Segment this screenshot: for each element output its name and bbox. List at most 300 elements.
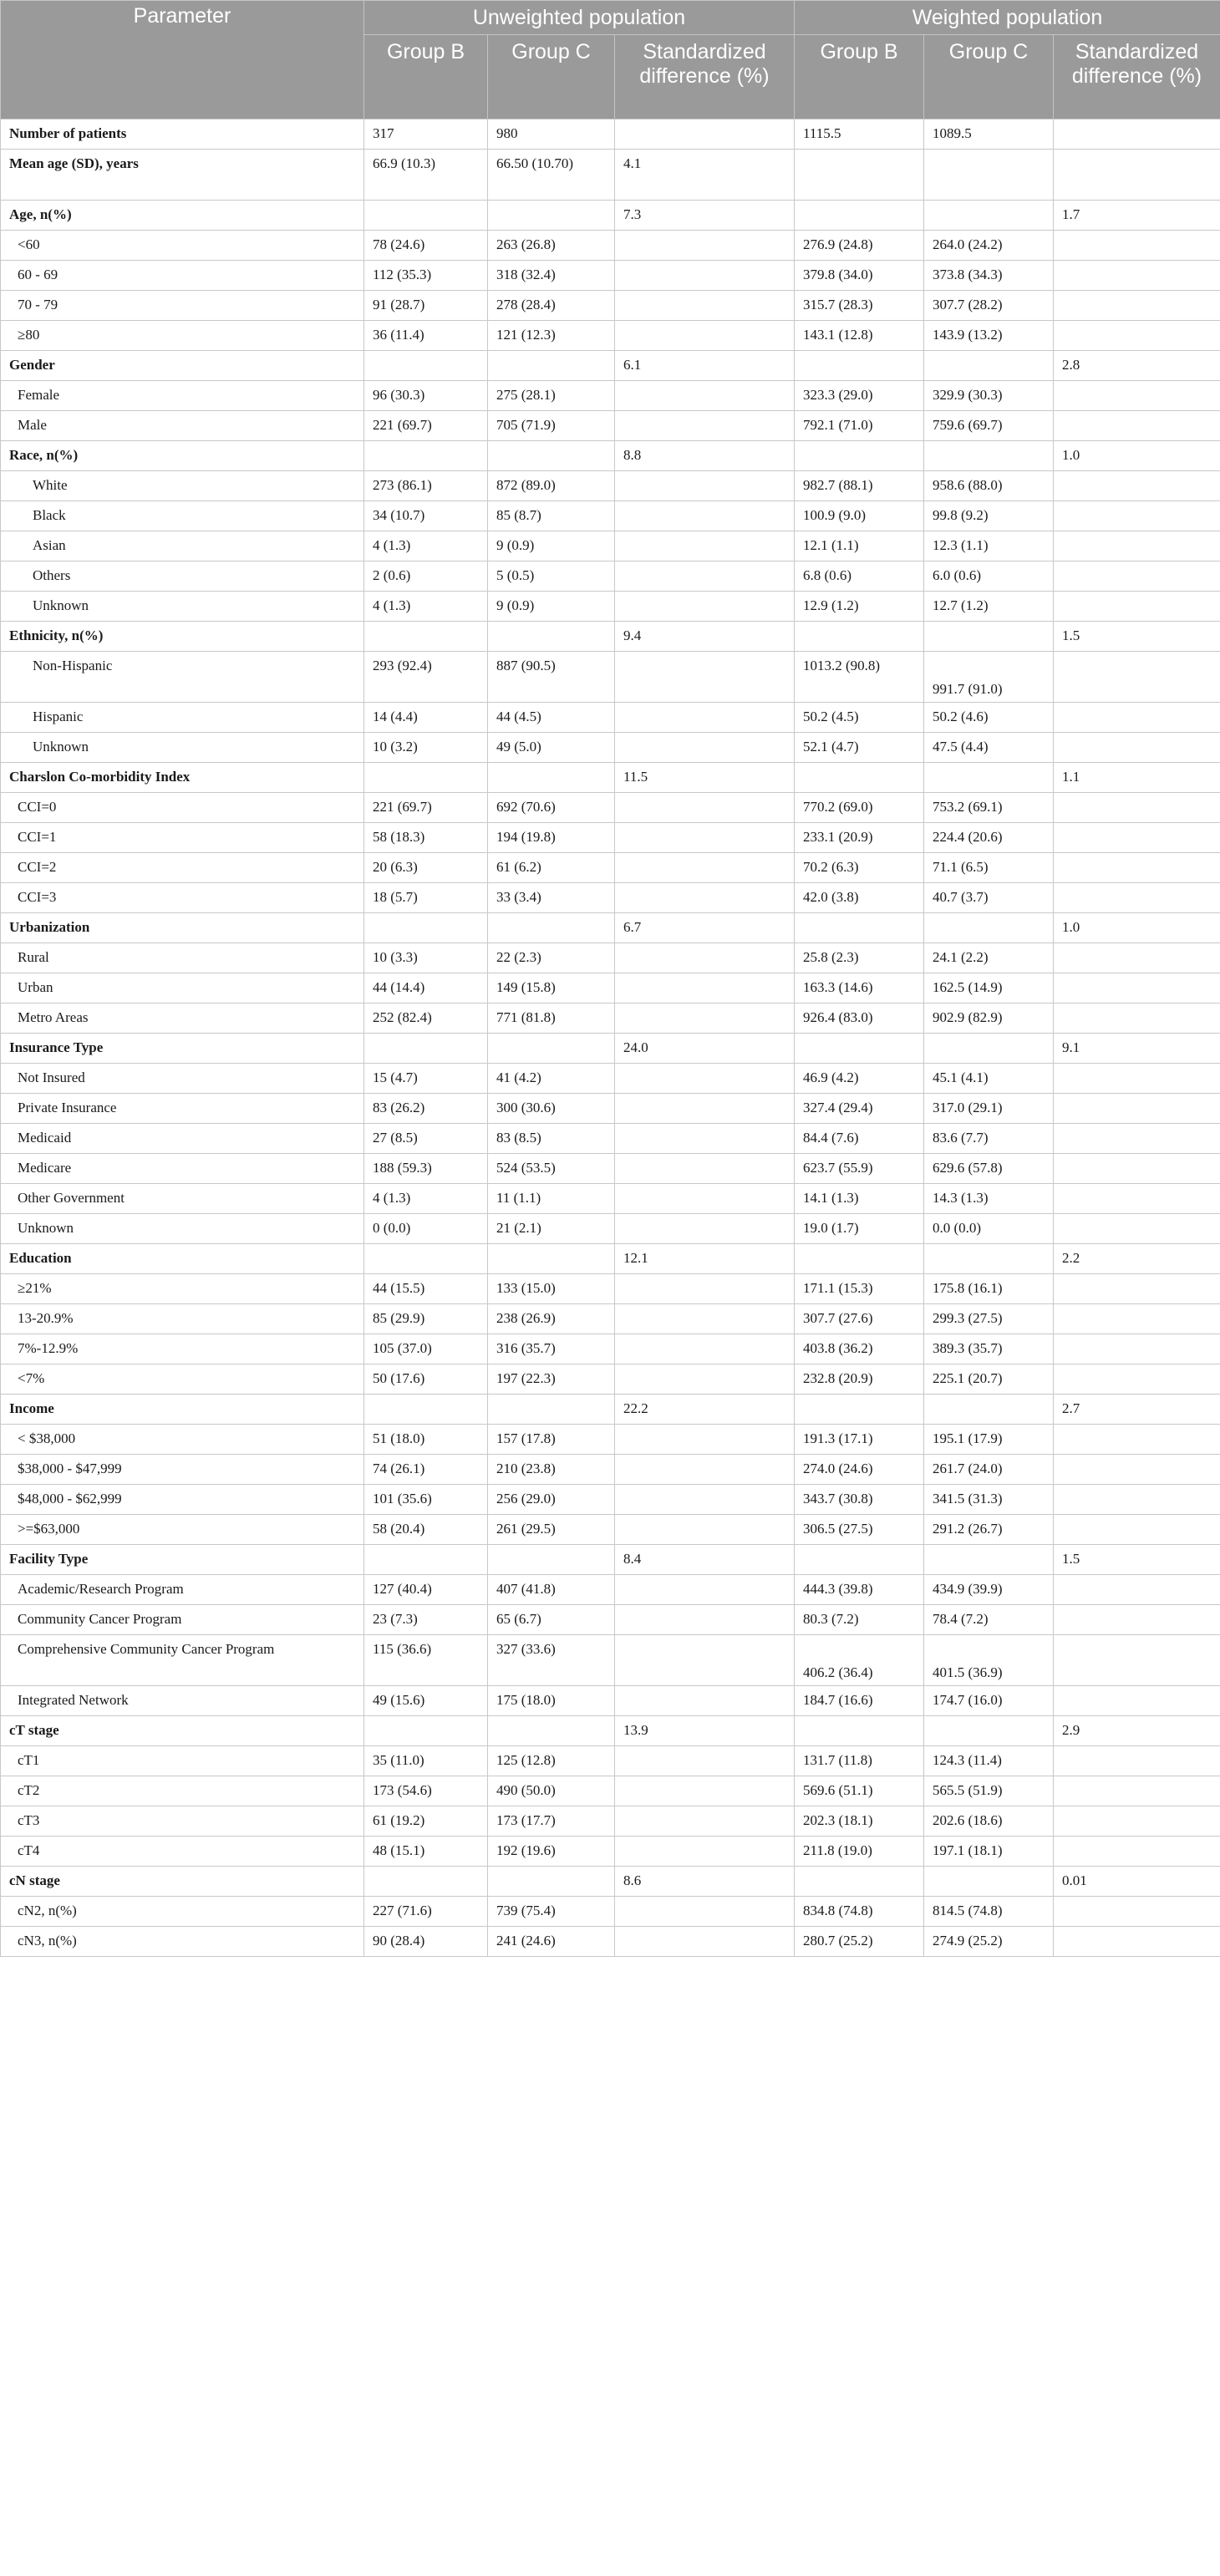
weighted-std-diff (1054, 531, 1220, 561)
unweighted-group-c: 21 (2.1) (488, 1214, 615, 1244)
weighted-group-c: 329.9 (30.3) (924, 381, 1054, 411)
unweighted-group-c: 22 (2.3) (488, 943, 615, 973)
weighted-group-b (795, 1867, 924, 1897)
unweighted-group-b: 83 (26.2) (364, 1094, 488, 1124)
row-label: Mean age (SD), years (1, 150, 364, 201)
unweighted-group-c: 490 (50.0) (488, 1776, 615, 1806)
weighted-group-b (795, 913, 924, 943)
row-label: Non-Hispanic (1, 652, 364, 703)
table-row (1, 592, 1220, 622)
table-row (1, 1515, 1220, 1545)
weighted-group-b: 926.4 (83.0) (795, 1003, 924, 1034)
unweighted-std-diff (615, 1334, 795, 1364)
unweighted-std-diff (615, 1575, 795, 1605)
weighted-group-c: 12.3 (1.1) (924, 531, 1054, 561)
weighted-group-b: 171.1 (15.3) (795, 1274, 924, 1304)
row-label: Rural (1, 943, 364, 973)
unweighted-group-c: 194 (19.8) (488, 823, 615, 853)
unweighted-group-c: 210 (23.8) (488, 1455, 615, 1485)
row-label: Others (1, 561, 364, 592)
weighted-std-diff: 1.5 (1054, 622, 1220, 652)
unweighted-std-diff (615, 1064, 795, 1094)
weighted-group-b: 42.0 (3.8) (795, 883, 924, 913)
table-row (1, 763, 1220, 793)
weighted-group-c: 24.1 (2.2) (924, 943, 1054, 973)
unweighted-group-c: 133 (15.0) (488, 1274, 615, 1304)
table-row (1, 1455, 1220, 1485)
weighted-std-diff (1054, 1214, 1220, 1244)
row-label: Metro Areas (1, 1003, 364, 1034)
weighted-group-c: 274.9 (25.2) (924, 1927, 1054, 1957)
weighted-group-c: 197.1 (18.1) (924, 1837, 1054, 1867)
weighted-group-b: 80.3 (7.2) (795, 1605, 924, 1635)
unweighted-std-diff (615, 943, 795, 973)
table-row (1, 1425, 1220, 1455)
unweighted-std-diff (615, 1094, 795, 1124)
unweighted-std-diff: 8.4 (615, 1545, 795, 1575)
row-label: 60 - 69 (1, 261, 364, 291)
weighted-group-b: 70.2 (6.3) (795, 853, 924, 883)
table-row (1, 1244, 1220, 1274)
unweighted-std-diff (615, 733, 795, 763)
weighted-group-b: 623.7 (55.9) (795, 1154, 924, 1184)
weighted-std-diff: 2.7 (1054, 1395, 1220, 1425)
row-label: 7%-12.9% (1, 1334, 364, 1364)
unweighted-group-b: 227 (71.6) (364, 1897, 488, 1927)
weighted-group-b: 100.9 (9.0) (795, 501, 924, 531)
weighted-group-b: 6.8 (0.6) (795, 561, 924, 592)
unweighted-group-c: 300 (30.6) (488, 1094, 615, 1124)
unweighted-std-diff (615, 291, 795, 321)
unweighted-group-c: 238 (26.9) (488, 1304, 615, 1334)
weighted-std-diff: 1.1 (1054, 763, 1220, 793)
row-label: Comprehensive Community Cancer Program (1, 1635, 364, 1686)
unweighted-group-c (488, 1244, 615, 1274)
weighted-std-diff (1054, 1806, 1220, 1837)
unweighted-group-c (488, 351, 615, 381)
weighted-std-diff (1054, 1776, 1220, 1806)
unweighted-group-c: 327 (33.6) (488, 1635, 615, 1686)
unweighted-group-b: 66.9 (10.3) (364, 150, 488, 201)
weighted-group-c: 225.1 (20.7) (924, 1364, 1054, 1395)
header-weighted-group-c: Group C (924, 35, 1054, 119)
weighted-std-diff (1054, 291, 1220, 321)
table-row (1, 973, 1220, 1003)
row-label: 13-20.9% (1, 1304, 364, 1334)
unweighted-group-c: 5 (0.5) (488, 561, 615, 592)
unweighted-group-b: 112 (35.3) (364, 261, 488, 291)
unweighted-group-b (364, 1034, 488, 1064)
weighted-group-c: 202.6 (18.6) (924, 1806, 1054, 1837)
row-label: Insurance Type (1, 1034, 364, 1064)
unweighted-std-diff (615, 1214, 795, 1244)
row-label: Age, n(%) (1, 201, 364, 231)
table-row (1, 291, 1220, 321)
unweighted-std-diff (615, 531, 795, 561)
weighted-group-b: 131.7 (11.8) (795, 1746, 924, 1776)
weighted-group-c: 83.6 (7.7) (924, 1124, 1054, 1154)
weighted-group-b: 343.7 (30.8) (795, 1485, 924, 1515)
weighted-group-c (924, 622, 1054, 652)
weighted-group-c: 143.9 (13.2) (924, 321, 1054, 351)
unweighted-std-diff: 6.1 (615, 351, 795, 381)
weighted-std-diff (1054, 973, 1220, 1003)
weighted-std-diff (1054, 592, 1220, 622)
unweighted-group-b: 317 (364, 119, 488, 150)
unweighted-std-diff: 6.7 (615, 913, 795, 943)
weighted-std-diff (1054, 471, 1220, 501)
weighted-group-c: 991.7 (91.0) (924, 652, 1054, 703)
weighted-group-b (795, 150, 924, 201)
weighted-group-c: 629.6 (57.8) (924, 1154, 1054, 1184)
weighted-std-diff (1054, 561, 1220, 592)
weighted-std-diff (1054, 501, 1220, 531)
weighted-std-diff (1054, 1094, 1220, 1124)
unweighted-group-c (488, 1395, 615, 1425)
table-row (1, 1304, 1220, 1334)
weighted-std-diff: 2.8 (1054, 351, 1220, 381)
row-label: CCI=0 (1, 793, 364, 823)
weighted-std-diff (1054, 1124, 1220, 1154)
weighted-group-c: 434.9 (39.9) (924, 1575, 1054, 1605)
table-row (1, 1545, 1220, 1575)
unweighted-group-b: 252 (82.4) (364, 1003, 488, 1034)
table-row (1, 1364, 1220, 1395)
weighted-std-diff (1054, 1746, 1220, 1776)
weighted-std-diff (1054, 1003, 1220, 1034)
table-row (1, 119, 1220, 150)
unweighted-std-diff (615, 1003, 795, 1034)
unweighted-std-diff: 7.3 (615, 201, 795, 231)
unweighted-std-diff (615, 1635, 795, 1686)
unweighted-group-b: 48 (15.1) (364, 1837, 488, 1867)
unweighted-group-c (488, 622, 615, 652)
unweighted-group-c: 121 (12.3) (488, 321, 615, 351)
weighted-std-diff: 9.1 (1054, 1034, 1220, 1064)
weighted-group-c: 307.7 (28.2) (924, 291, 1054, 321)
weighted-std-diff (1054, 1154, 1220, 1184)
unweighted-group-c: 872 (89.0) (488, 471, 615, 501)
weighted-group-b: 982.7 (88.1) (795, 471, 924, 501)
row-label: 70 - 79 (1, 291, 364, 321)
unweighted-std-diff (615, 1605, 795, 1635)
table-row (1, 201, 1220, 231)
weighted-group-b: 202.3 (18.1) (795, 1806, 924, 1837)
table-row (1, 1867, 1220, 1897)
weighted-std-diff (1054, 1274, 1220, 1304)
table-row (1, 823, 1220, 853)
weighted-group-b: 184.7 (16.6) (795, 1686, 924, 1716)
table-row (1, 471, 1220, 501)
row-label: cN2, n(%) (1, 1897, 364, 1927)
table-row (1, 1485, 1220, 1515)
unweighted-std-diff: 22.2 (615, 1395, 795, 1425)
weighted-group-b: 191.3 (17.1) (795, 1425, 924, 1455)
row-label: Urbanization (1, 913, 364, 943)
unweighted-group-c (488, 441, 615, 471)
unweighted-std-diff (615, 1485, 795, 1515)
table-row (1, 943, 1220, 973)
weighted-group-c: 317.0 (29.1) (924, 1094, 1054, 1124)
weighted-group-c: 753.2 (69.1) (924, 793, 1054, 823)
weighted-std-diff (1054, 1515, 1220, 1545)
unweighted-group-b: 15 (4.7) (364, 1064, 488, 1094)
unweighted-std-diff (615, 1776, 795, 1806)
unweighted-group-c: 65 (6.7) (488, 1605, 615, 1635)
unweighted-group-b: 4 (1.3) (364, 1184, 488, 1214)
unweighted-group-b (364, 622, 488, 652)
weighted-std-diff (1054, 793, 1220, 823)
row-label: CCI=2 (1, 853, 364, 883)
weighted-std-diff (1054, 703, 1220, 733)
weighted-group-c: 174.7 (16.0) (924, 1686, 1054, 1716)
unweighted-group-c (488, 1545, 615, 1575)
unweighted-group-b (364, 1716, 488, 1746)
unweighted-std-diff: 8.8 (615, 441, 795, 471)
weighted-std-diff (1054, 1064, 1220, 1094)
row-label: $38,000 - $47,999 (1, 1455, 364, 1485)
unweighted-group-b: 4 (1.3) (364, 592, 488, 622)
weighted-group-b (795, 1034, 924, 1064)
unweighted-group-c: 316 (35.7) (488, 1334, 615, 1364)
unweighted-group-b: 10 (3.2) (364, 733, 488, 763)
unweighted-group-c: 11 (1.1) (488, 1184, 615, 1214)
weighted-group-b: 323.3 (29.0) (795, 381, 924, 411)
unweighted-std-diff (615, 1746, 795, 1776)
weighted-group-c: 958.6 (88.0) (924, 471, 1054, 501)
weighted-group-c: 814.5 (74.8) (924, 1897, 1054, 1927)
weighted-group-c: 195.1 (17.9) (924, 1425, 1054, 1455)
row-label: Ethnicity, n(%) (1, 622, 364, 652)
unweighted-std-diff (615, 793, 795, 823)
weighted-std-diff (1054, 1364, 1220, 1395)
unweighted-std-diff (615, 1274, 795, 1304)
weighted-group-c (924, 441, 1054, 471)
unweighted-group-b: 173 (54.6) (364, 1776, 488, 1806)
weighted-group-b: 19.0 (1.7) (795, 1214, 924, 1244)
table-row (1, 231, 1220, 261)
row-label: cT2 (1, 1776, 364, 1806)
weighted-group-c: 401.5 (36.9) (924, 1635, 1054, 1686)
table-body (1, 119, 1220, 1957)
unweighted-group-b: 293 (92.4) (364, 652, 488, 703)
header-unweighted-group-c: Group C (488, 35, 615, 119)
weighted-group-b: 770.2 (69.0) (795, 793, 924, 823)
table-row (1, 1635, 1220, 1686)
unweighted-group-b (364, 1395, 488, 1425)
weighted-std-diff (1054, 381, 1220, 411)
header-parameter: Parameter (1, 1, 364, 119)
header-weighted-population: Weighted population (795, 1, 1220, 35)
unweighted-group-b: 4 (1.3) (364, 531, 488, 561)
unweighted-std-diff: 24.0 (615, 1034, 795, 1064)
weighted-group-c (924, 1395, 1054, 1425)
unweighted-group-b: 49 (15.6) (364, 1686, 488, 1716)
weighted-std-diff: 1.7 (1054, 201, 1220, 231)
weighted-group-c: 261.7 (24.0) (924, 1455, 1054, 1485)
table-row (1, 1034, 1220, 1064)
table-row (1, 1837, 1220, 1867)
weighted-group-b: 306.5 (27.5) (795, 1515, 924, 1545)
unweighted-group-b: 74 (26.1) (364, 1455, 488, 1485)
row-label: Medicare (1, 1154, 364, 1184)
unweighted-group-b: 90 (28.4) (364, 1927, 488, 1957)
weighted-std-diff: 2.2 (1054, 1244, 1220, 1274)
unweighted-std-diff (615, 973, 795, 1003)
unweighted-std-diff (615, 231, 795, 261)
unweighted-group-b: 91 (28.7) (364, 291, 488, 321)
weighted-group-c: 124.3 (11.4) (924, 1746, 1054, 1776)
unweighted-std-diff: 13.9 (615, 1716, 795, 1746)
unweighted-std-diff (615, 261, 795, 291)
table-row (1, 441, 1220, 471)
unweighted-std-diff (615, 1686, 795, 1716)
weighted-group-c: 291.2 (26.7) (924, 1515, 1054, 1545)
weighted-group-c: 902.9 (82.9) (924, 1003, 1054, 1034)
unweighted-group-c: 705 (71.9) (488, 411, 615, 441)
weighted-std-diff (1054, 231, 1220, 261)
unweighted-group-c: 173 (17.7) (488, 1806, 615, 1837)
weighted-group-c: 71.1 (6.5) (924, 853, 1054, 883)
weighted-std-diff: 1.0 (1054, 441, 1220, 471)
weighted-std-diff (1054, 1927, 1220, 1957)
weighted-std-diff (1054, 150, 1220, 201)
table-row (1, 1154, 1220, 1184)
unweighted-group-c: 256 (29.0) (488, 1485, 615, 1515)
row-label: Other Government (1, 1184, 364, 1214)
table-row (1, 1605, 1220, 1635)
table-row (1, 883, 1220, 913)
weighted-group-b: 280.7 (25.2) (795, 1927, 924, 1957)
weighted-group-c (924, 1034, 1054, 1064)
row-label: Urban (1, 973, 364, 1003)
weighted-group-b: 315.7 (28.3) (795, 291, 924, 321)
weighted-std-diff (1054, 1605, 1220, 1635)
weighted-std-diff (1054, 321, 1220, 351)
table-row (1, 150, 1220, 201)
row-label: Unknown (1, 1214, 364, 1244)
unweighted-group-b (364, 201, 488, 231)
table-row (1, 1184, 1220, 1214)
table-row (1, 501, 1220, 531)
unweighted-group-c: 41 (4.2) (488, 1064, 615, 1094)
weighted-std-diff (1054, 1184, 1220, 1214)
unweighted-group-c: 149 (15.8) (488, 973, 615, 1003)
weighted-std-diff (1054, 883, 1220, 913)
unweighted-std-diff (615, 501, 795, 531)
row-label: Asian (1, 531, 364, 561)
header-weighted-std-diff: Standardized difference (%) (1054, 35, 1220, 119)
weighted-group-b: 50.2 (4.5) (795, 703, 924, 733)
weighted-std-diff (1054, 1334, 1220, 1364)
table-row (1, 531, 1220, 561)
weighted-group-b (795, 1545, 924, 1575)
unweighted-group-b: 101 (35.6) (364, 1485, 488, 1515)
table-row (1, 1806, 1220, 1837)
unweighted-std-diff (615, 652, 795, 703)
weighted-group-b: 379.8 (34.0) (795, 261, 924, 291)
unweighted-group-c: 192 (19.6) (488, 1837, 615, 1867)
unweighted-group-b: 0 (0.0) (364, 1214, 488, 1244)
weighted-std-diff (1054, 823, 1220, 853)
header-unweighted-population: Unweighted population (364, 1, 795, 35)
weighted-group-b: 792.1 (71.0) (795, 411, 924, 441)
weighted-group-c: 78.4 (7.2) (924, 1605, 1054, 1635)
unweighted-std-diff (615, 1124, 795, 1154)
table-row (1, 652, 1220, 703)
table-row (1, 1334, 1220, 1364)
weighted-group-c: 162.5 (14.9) (924, 973, 1054, 1003)
weighted-std-diff (1054, 733, 1220, 763)
table-row (1, 1003, 1220, 1034)
unweighted-group-b: 115 (36.6) (364, 1635, 488, 1686)
weighted-group-c (924, 1545, 1054, 1575)
row-label: cN3, n(%) (1, 1927, 364, 1957)
row-label: <60 (1, 231, 364, 261)
row-label: Academic/Research Program (1, 1575, 364, 1605)
table-row (1, 1575, 1220, 1605)
weighted-group-b: 25.8 (2.3) (795, 943, 924, 973)
table-row (1, 913, 1220, 943)
weighted-std-diff (1054, 261, 1220, 291)
unweighted-std-diff (615, 853, 795, 883)
weighted-std-diff: 0.01 (1054, 1867, 1220, 1897)
weighted-std-diff: 2.9 (1054, 1716, 1220, 1746)
table-header (1, 1, 1220, 119)
weighted-std-diff (1054, 853, 1220, 883)
unweighted-std-diff (615, 561, 795, 592)
table-row (1, 853, 1220, 883)
row-label: cT3 (1, 1806, 364, 1837)
weighted-group-c (924, 1716, 1054, 1746)
unweighted-group-c: 739 (75.4) (488, 1897, 615, 1927)
unweighted-group-b: 14 (4.4) (364, 703, 488, 733)
weighted-group-c (924, 913, 1054, 943)
weighted-group-c: 47.5 (4.4) (924, 733, 1054, 763)
unweighted-std-diff (615, 119, 795, 150)
weighted-group-b (795, 763, 924, 793)
table-row (1, 622, 1220, 652)
weighted-group-b: 834.8 (74.8) (795, 1897, 924, 1927)
table-row (1, 793, 1220, 823)
unweighted-std-diff (615, 823, 795, 853)
weighted-group-b: 444.3 (39.8) (795, 1575, 924, 1605)
weighted-group-b (795, 441, 924, 471)
weighted-group-c: 40.7 (3.7) (924, 883, 1054, 913)
unweighted-group-c: 524 (53.5) (488, 1154, 615, 1184)
unweighted-group-c: 692 (70.6) (488, 793, 615, 823)
row-label: Hispanic (1, 703, 364, 733)
weighted-group-c (924, 1244, 1054, 1274)
unweighted-std-diff (615, 471, 795, 501)
weighted-std-diff (1054, 1575, 1220, 1605)
row-label: ≥80 (1, 321, 364, 351)
weighted-group-c: 565.5 (51.9) (924, 1776, 1054, 1806)
weighted-group-c: 0.0 (0.0) (924, 1214, 1054, 1244)
unweighted-std-diff (615, 1184, 795, 1214)
unweighted-group-c (488, 763, 615, 793)
weighted-group-c (924, 351, 1054, 381)
unweighted-std-diff (615, 1927, 795, 1957)
row-label: cT1 (1, 1746, 364, 1776)
weighted-group-b: 211.8 (19.0) (795, 1837, 924, 1867)
weighted-group-b (795, 1716, 924, 1746)
unweighted-group-c (488, 913, 615, 943)
weighted-group-b: 143.1 (12.8) (795, 321, 924, 351)
row-label: CCI=1 (1, 823, 364, 853)
unweighted-group-c: 980 (488, 119, 615, 150)
header-unweighted-group-b: Group B (364, 35, 488, 119)
